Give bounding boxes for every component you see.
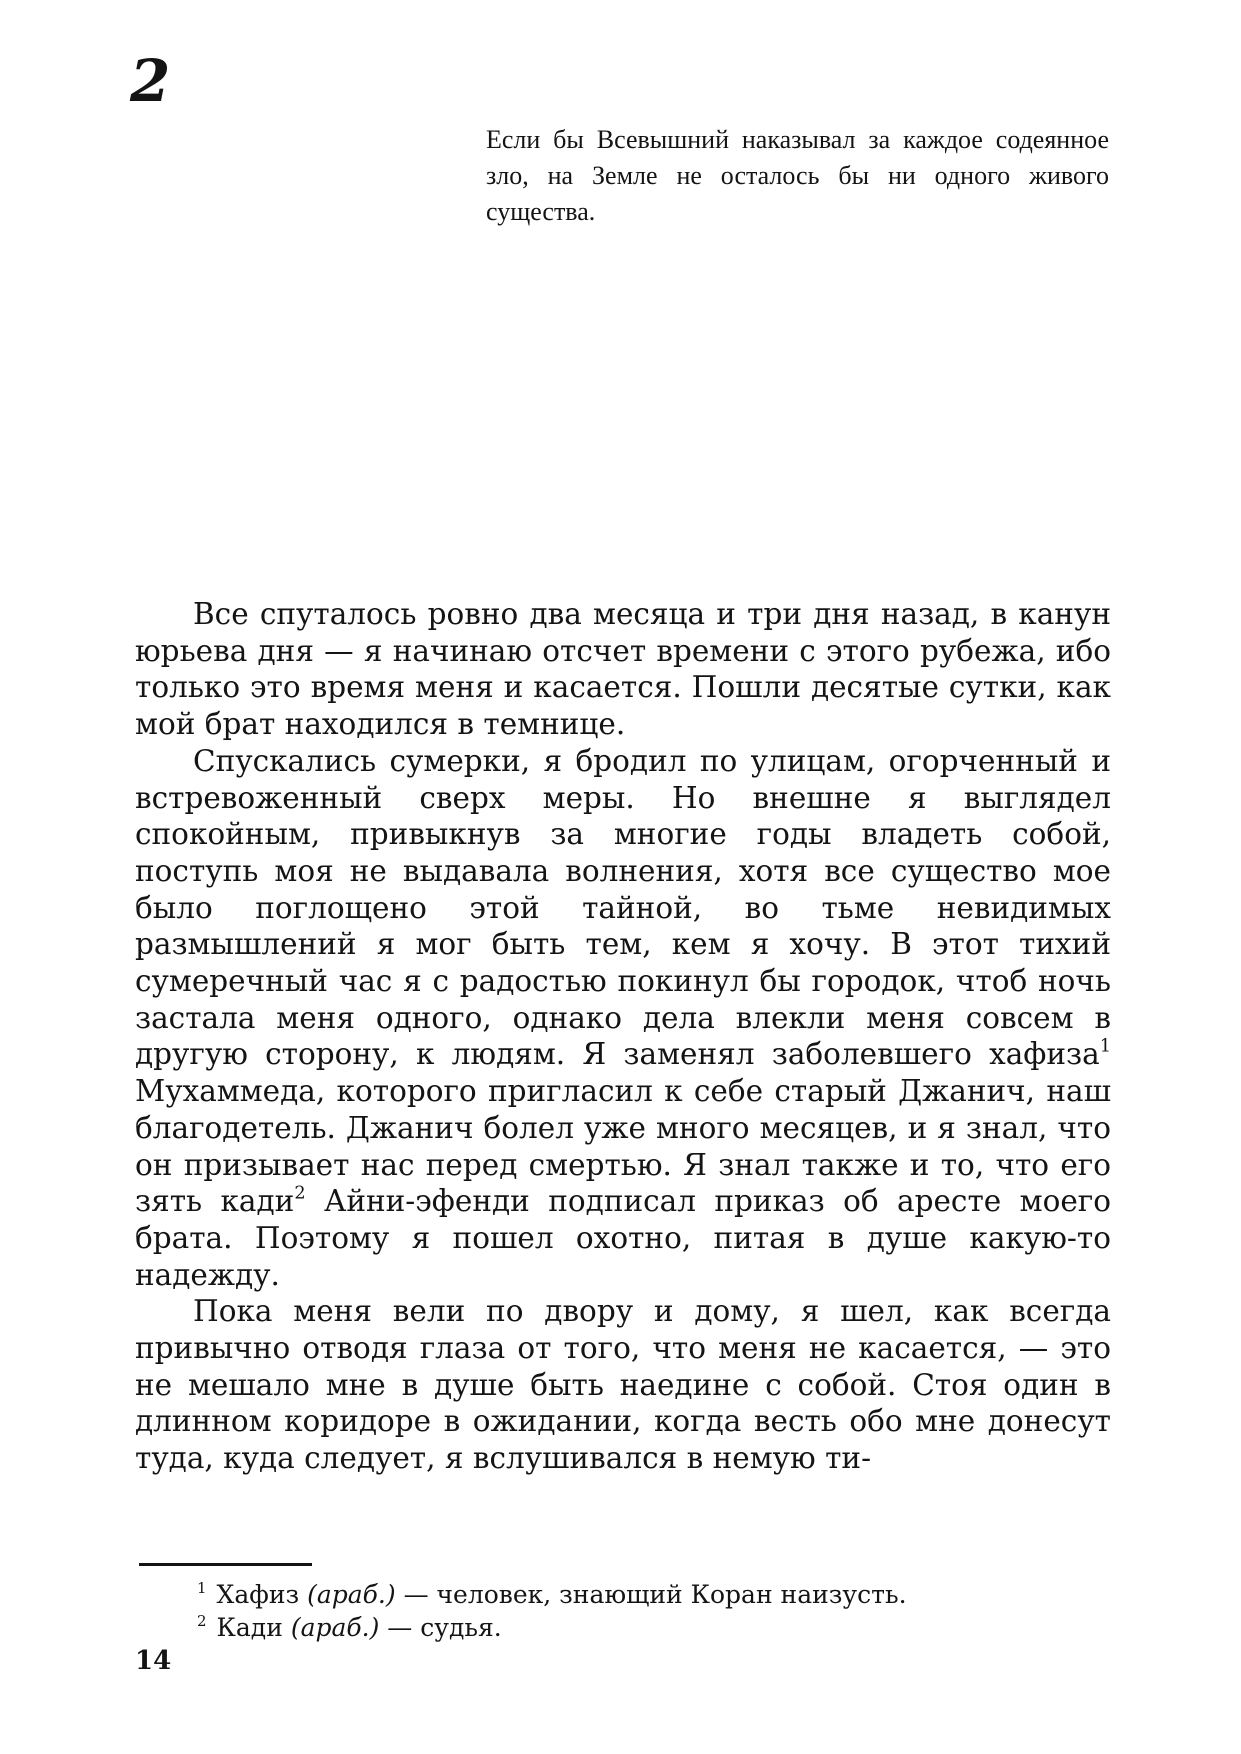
footnotes [197, 1578, 1097, 1644]
body-text [135, 596, 1111, 1477]
footnote-language: (араб.) [290, 1613, 380, 1642]
footnote-reference: 2 [294, 1183, 306, 1204]
footnote: $^1$ Хафиз (араб.) — человек, знающий Коран наизусть. [197, 1578, 907, 1609]
page-number: 14 [135, 1646, 172, 1676]
footnote-reference: 1 [1099, 1037, 1111, 1058]
paragraph-text: Пока меня вели по двору и дому, я шел, как всегда привычно отводя глаза от того, что меня не касается, — это не мешало мне в душе быть наедине с собой. Стоя один в длинном коридоре в ожидании, когда весть обо мне донесут туда, куда следует, я вслушивался в немую ти- [135, 1294, 1111, 1476]
paragraph-text: Айни-эфенди подписал приказ об аресте моего брата. Поэтому я пошел охотно, питая в душе какую-то надежду. [135, 1184, 1112, 1292]
footnote-definition: — судья. [387, 1613, 502, 1642]
footnote-term: Кади [216, 1613, 283, 1642]
chapter-number: 2 [130, 47, 171, 115]
paragraph-text: Спускались сумерки, я бродил по улицам, огорченный и встревоженный сверх меры. Но внешне я выглядел спокойным, привыкнув за многие годы владеть собой, поступь моя не выдавала волнения, хотя все существо мое было поглощено этой тайной, во тьме невидимых размышлений я мог быть тем, кем я хочу. В этот тихий сумеречный час я с радостью покинул бы городок, чтоб ночь застала меня одного, однако дела влекли меня совсем в другую сторону, к людям. Я заменял заболевшего хафиза [135, 743, 1111, 1072]
footnote-divider [139, 1563, 312, 1566]
footnote: $^2$ Кади (араб.) — судья. [197, 1611, 502, 1642]
paragraph [135, 1293, 1111, 1477]
paragraph-text: Все спуталось ровно два месяца и три дня назад, в канун юрьева дня — я начинаю отсчет времени с этого рубежа, ибо только это время меня и касается. Пошли десятые сутки, как мой брат находился в темнице. [135, 597, 1111, 742]
epigraph: Если бы Всевышний наказывал за каждое содеянное зло, на Земле не осталось бы ни одного живого существа. [486, 125, 1109, 226]
paragraph-text: Мухаммеда, которого пригласил к себе старый Джанич, наш благодетель. Джанич болел уже много месяцев, и я знал, что он призывает нас перед смертью. Я знал также и то, что его зять кади [135, 1074, 1111, 1219]
footnote-language: (араб.) [307, 1580, 396, 1609]
paragraph [135, 596, 1111, 743]
footnote-term: Хафиз [216, 1580, 300, 1609]
footnote-definition: — человек, знающий Коран наизусть. [403, 1580, 907, 1609]
paragraph [135, 743, 1111, 1294]
